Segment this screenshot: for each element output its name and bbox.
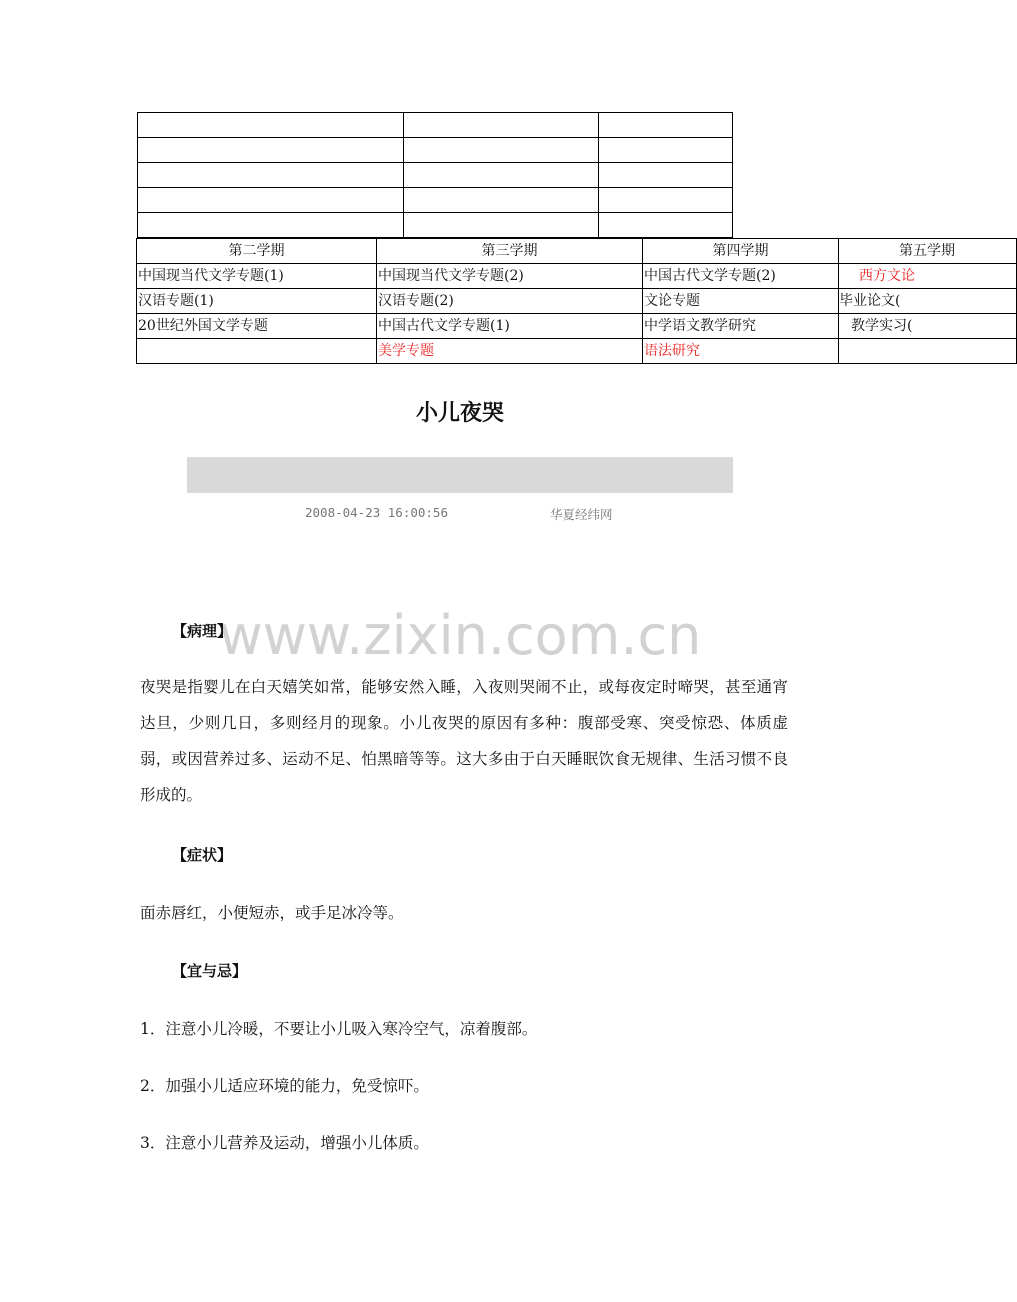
header-semester-2: 第二学期 (137, 239, 377, 264)
table-cell: 西方文论 (839, 264, 1017, 289)
table-cell: 汉语专题(1) (137, 289, 377, 314)
table-row (137, 264, 1017, 289)
table-row (138, 163, 733, 188)
section-heading-pathology: 【病理】 (172, 622, 233, 640)
pathology-paragraph: 夜哭是指婴儿在白天嬉笑如常，能够安然入睡，入夜则哭闹不止，或每夜定时啼哭，甚至通宵达旦，少则几日，多则经月的现象。小儿夜哭的原因有多种：腹部受寒、突受惊恐、体质虚弱，或因营养过多、运动不足、怕黑暗等等。这大多由于白天睡眠饮食无规律、生活习惯不良形成的。 (140, 678, 788, 804)
header-semester-3: 第三学期 (377, 239, 643, 264)
list-item: 2．加强小儿适应环境的能力，免受惊吓。 (140, 1077, 429, 1095)
table-cell: 中国现当代文学专题(1) (137, 264, 377, 289)
section-heading-dos-donts: 【宜与忌】 (172, 962, 248, 980)
table-row (137, 314, 1017, 339)
table-row (138, 113, 733, 138)
table-cell: 毕业论文( (839, 289, 1017, 314)
table-row (137, 289, 1017, 314)
table-cell: 中学语文教学研究 (643, 314, 839, 339)
table-row (138, 188, 733, 213)
symptoms-paragraph: 面赤唇红，小便短赤，或手足冰冷等。 (140, 904, 404, 922)
table-cell (839, 339, 1017, 364)
table-cell: 语法研究 (643, 339, 839, 364)
table-cell: 中国现当代文学专题(2) (377, 264, 643, 289)
title-bar-divider (187, 457, 733, 493)
table-header-row (137, 239, 1017, 264)
empty-grid-table (137, 112, 733, 238)
table-cell: 中国古代文学专题(1) (377, 314, 643, 339)
table-row (138, 138, 733, 163)
publish-date: 2008-04-23 16:00:56 (305, 505, 448, 520)
table-cell: 文论专题 (643, 289, 839, 314)
table-cell: 教学实习( (839, 314, 1017, 339)
header-semester-4: 第四学期 (643, 239, 839, 264)
semester-table (136, 238, 1017, 364)
table-row (137, 339, 1017, 364)
section-heading-symptoms: 【症状】 (172, 846, 233, 864)
table-cell: 美学专题 (377, 339, 643, 364)
article-source: 华夏经纬网 (550, 507, 613, 522)
table-cell (137, 339, 377, 364)
list-item: 3．注意小儿营养及运动，增强小儿体质。 (140, 1134, 429, 1152)
table-cell: 中国古代文学专题(2) (643, 264, 839, 289)
header-semester-5: 第五学期 (839, 239, 1017, 264)
table-cell: 20世纪外国文学专题 (137, 314, 377, 339)
article-title: 小儿夜哭 (415, 401, 504, 426)
semester-table-container (136, 238, 955, 366)
list-item: 1．注意小儿冷暖，不要让小儿吸入寒冷空气，凉着腹部。 (140, 1020, 538, 1038)
watermark: www.zixin.com.cn (218, 604, 702, 667)
table-cell: 汉语专题(2) (377, 289, 643, 314)
table-row (138, 213, 733, 238)
